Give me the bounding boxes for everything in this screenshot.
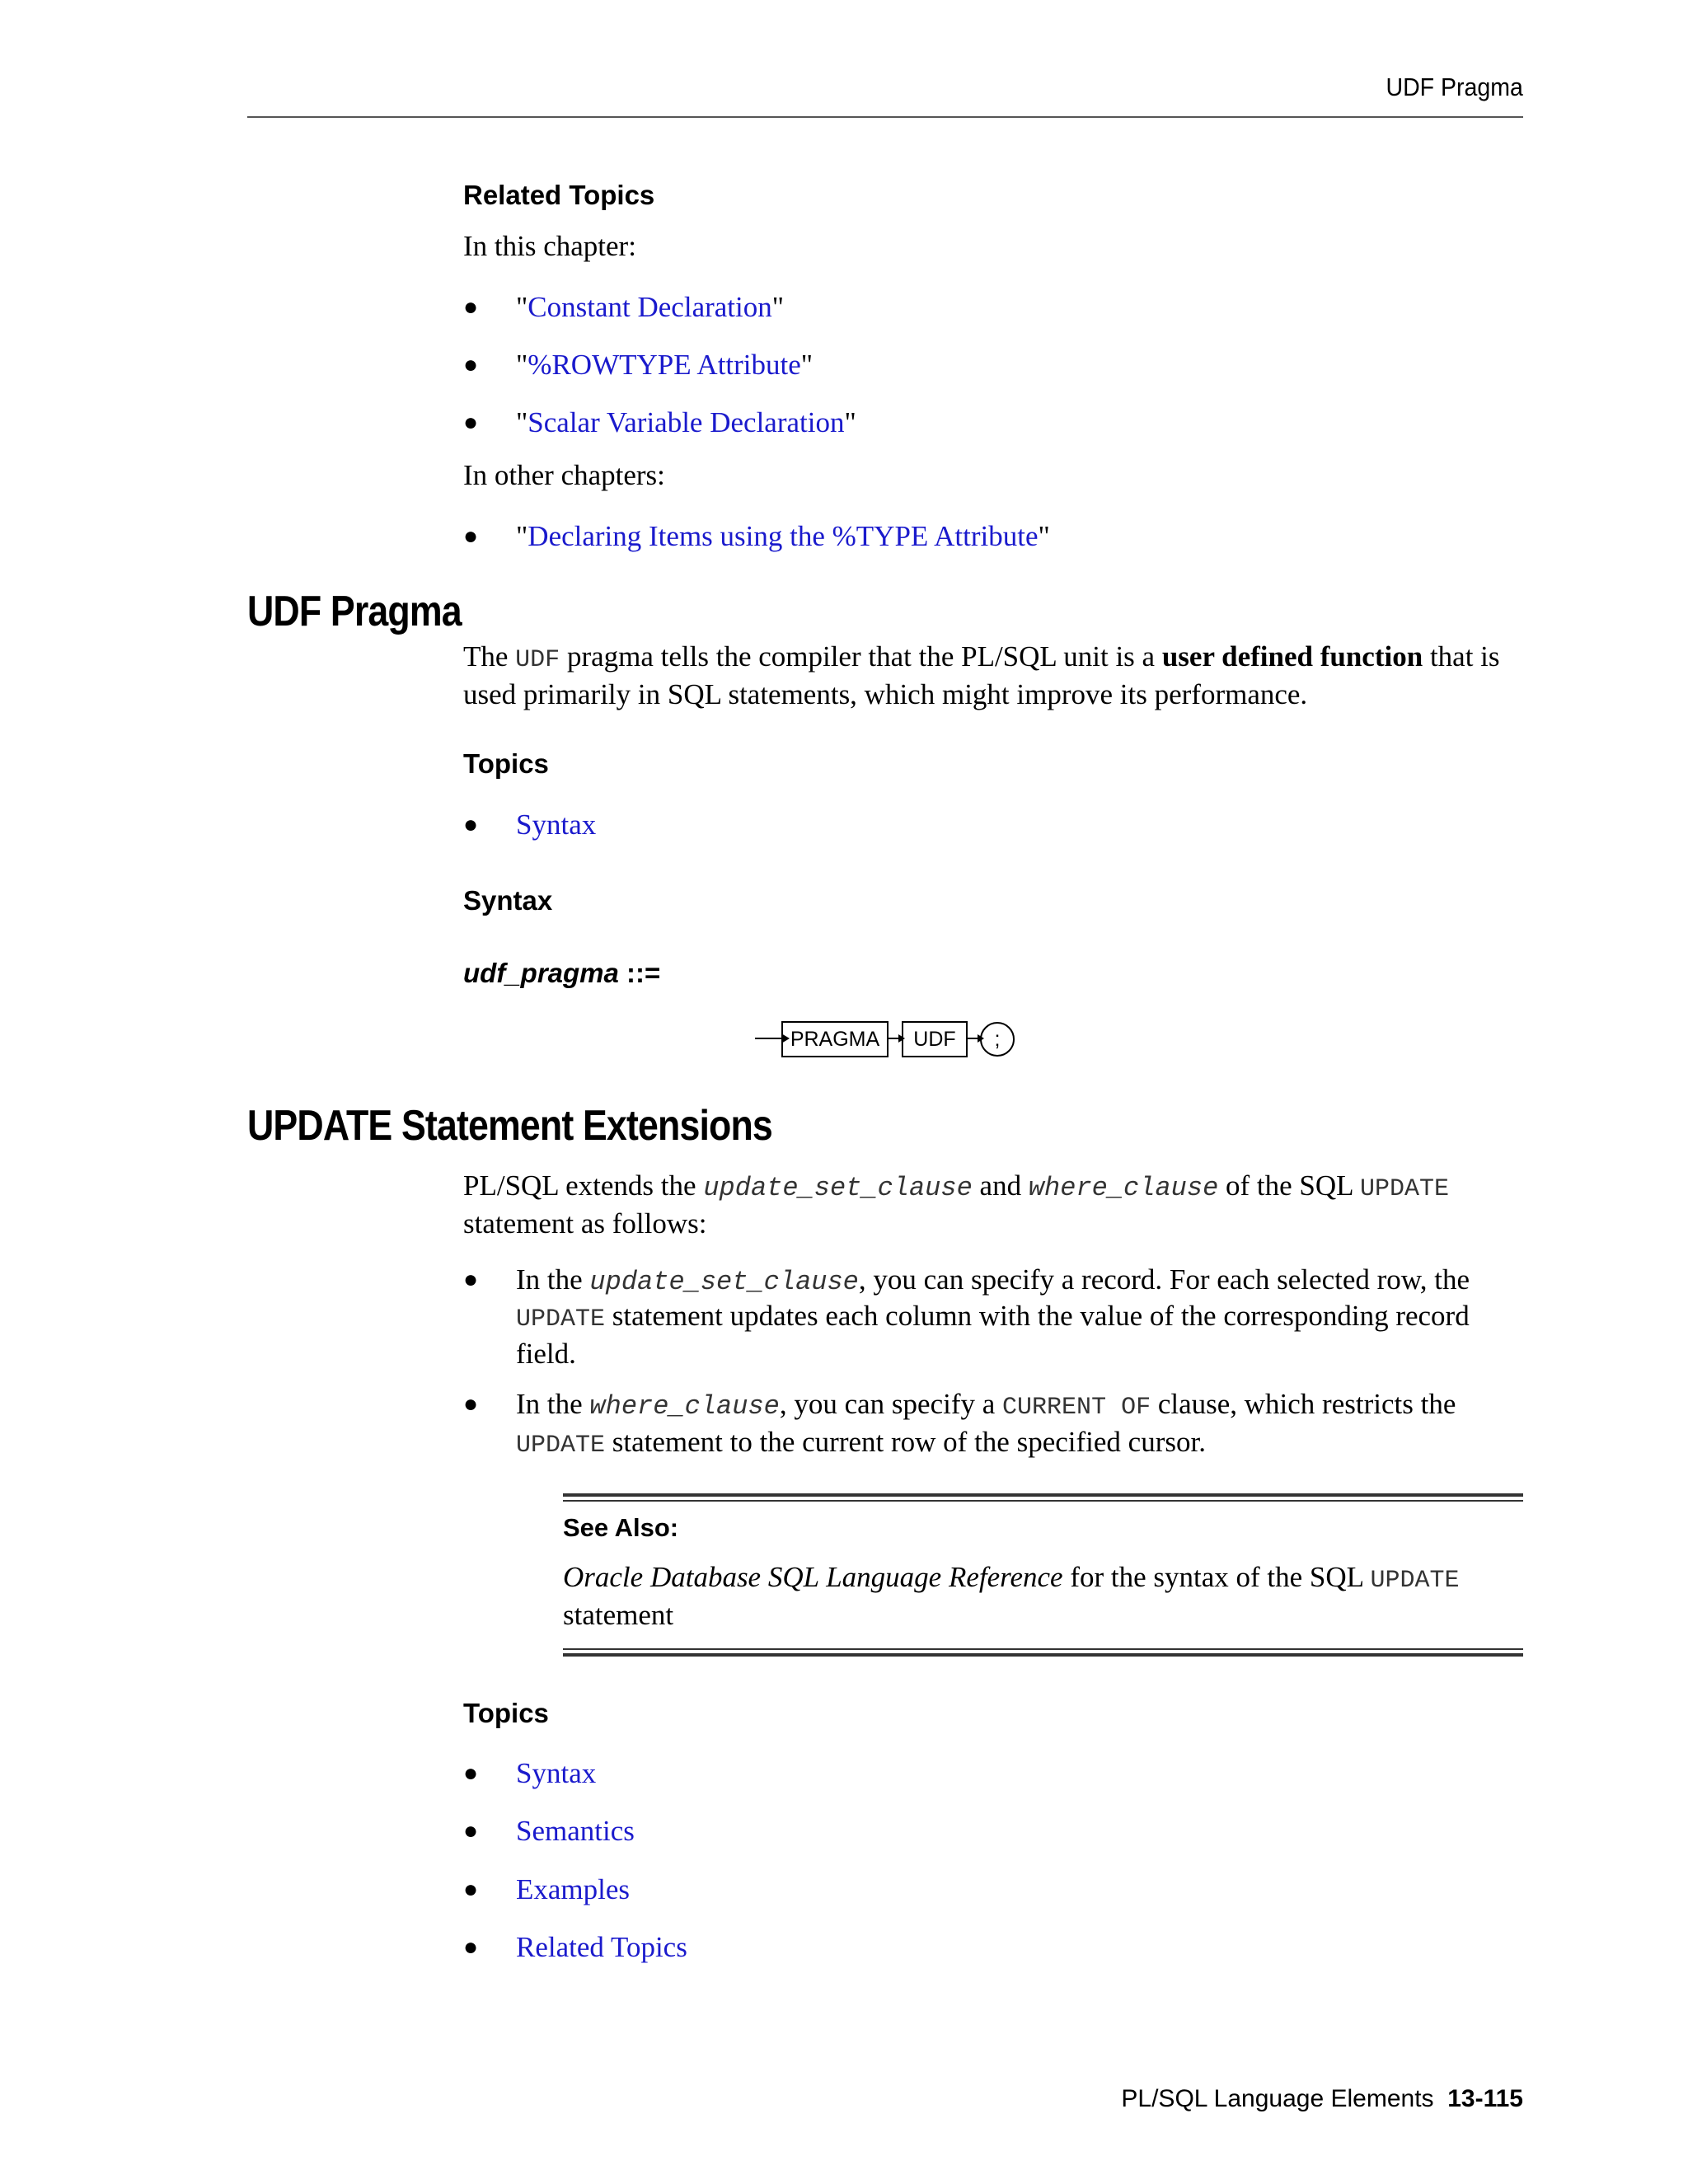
bullet-icon: ● xyxy=(463,1817,479,1844)
bullet-icon: ● xyxy=(463,409,479,436)
diagram-keyword-udf: UDF xyxy=(902,1021,968,1057)
diagram-terminator: ; xyxy=(980,1022,1015,1057)
bullet-icon: ● xyxy=(463,1266,479,1293)
update-bullet-where-clause: In the where_clause, you can specify a CURRENT OF clause, which restricts the UPDATE statement to the current row of the specified cursor. xyxy=(516,1388,1456,1460)
link-syntax[interactable]: Syntax xyxy=(516,1757,597,1789)
see-also-heading: See Also: xyxy=(563,1513,679,1542)
page-footer xyxy=(1121,2085,1523,2113)
link-declaring-items-type-attribute[interactable]: Declaring Items using the %TYPE Attribute xyxy=(528,520,1039,552)
see-also-bottom-rule xyxy=(563,1653,1523,1657)
bullet-icon: ● xyxy=(463,1760,479,1787)
related-topics-heading: Related Topics xyxy=(463,180,655,210)
in-this-chapter-label: In this chapter: xyxy=(463,230,636,262)
link-scalar-variable-declaration[interactable]: Scalar Variable Declaration xyxy=(528,406,845,438)
bullet-icon: ● xyxy=(463,1390,479,1418)
section-title-udf-pragma: UDF Pragma xyxy=(247,588,462,635)
see-also-top-rule-inner xyxy=(563,1500,1523,1502)
code-update-set-clause: update_set_clause xyxy=(703,1173,973,1203)
bullet-icon: ● xyxy=(463,523,479,550)
bullet-icon: ● xyxy=(463,811,479,838)
bullet-icon: ● xyxy=(463,351,479,378)
topics-heading: Topics xyxy=(463,1698,549,1728)
topics-heading: Topics xyxy=(463,748,549,779)
see-also-bottom-rule-inner xyxy=(563,1648,1523,1650)
code-udf: UDF xyxy=(515,646,560,674)
diagram-keyword-pragma: PRAGMA xyxy=(781,1021,889,1057)
running-header-title: UDF Pragma xyxy=(1386,73,1523,101)
udf-description: The UDF pragma tells the compiler that the PL/SQL unit is a user defined function that is used primarily in SQL statements, which might improve its performance. xyxy=(463,640,1500,710)
link-constant-declaration[interactable]: Constant Declaration xyxy=(528,291,772,323)
see-also-top-rule xyxy=(563,1493,1523,1497)
code-where-clause: where_clause xyxy=(1028,1173,1219,1203)
link-related-topics[interactable]: Related Topics xyxy=(516,1931,687,1963)
book-title: Oracle Database SQL Language Reference xyxy=(563,1561,1063,1593)
link-semantics[interactable]: Semantics xyxy=(516,1815,635,1847)
footer-section: PL/SQL Language Elements xyxy=(1121,2085,1434,2112)
link-rowtype-attribute[interactable]: %ROWTYPE Attribute xyxy=(528,349,801,381)
link-syntax[interactable]: Syntax xyxy=(516,808,597,841)
header-rule xyxy=(247,116,1523,118)
syntax-rule-label: udf_pragma ::= xyxy=(463,958,661,988)
link-examples[interactable]: Examples xyxy=(516,1873,631,1905)
update-bullet-set-clause: In the update_set_clause, you can specify a record. For each selected row, the UPDATE statement updates each column with the value of the corresponding record field. xyxy=(516,1263,1470,1370)
bullet-icon: ● xyxy=(463,1933,479,1961)
bullet-icon: ● xyxy=(463,293,479,321)
syntax-heading: Syntax xyxy=(463,885,553,916)
section-title-update-extensions: UPDATE Statement Extensions xyxy=(247,1102,772,1150)
bullet-icon: ● xyxy=(463,1876,479,1903)
page-number: 13-115 xyxy=(1447,2085,1523,2112)
update-intro: PL/SQL extends the update_set_clause and where_clause of the SQL UPDATE statement as follows: xyxy=(463,1169,1450,1240)
code-update: UPDATE xyxy=(1360,1175,1450,1203)
see-also-text: Oracle Database SQL Language Reference for the syntax of the SQL UPDATE statement xyxy=(563,1561,1460,1631)
in-other-chapters-label: In other chapters: xyxy=(463,459,665,491)
bold-term: user defined function xyxy=(1161,640,1423,673)
